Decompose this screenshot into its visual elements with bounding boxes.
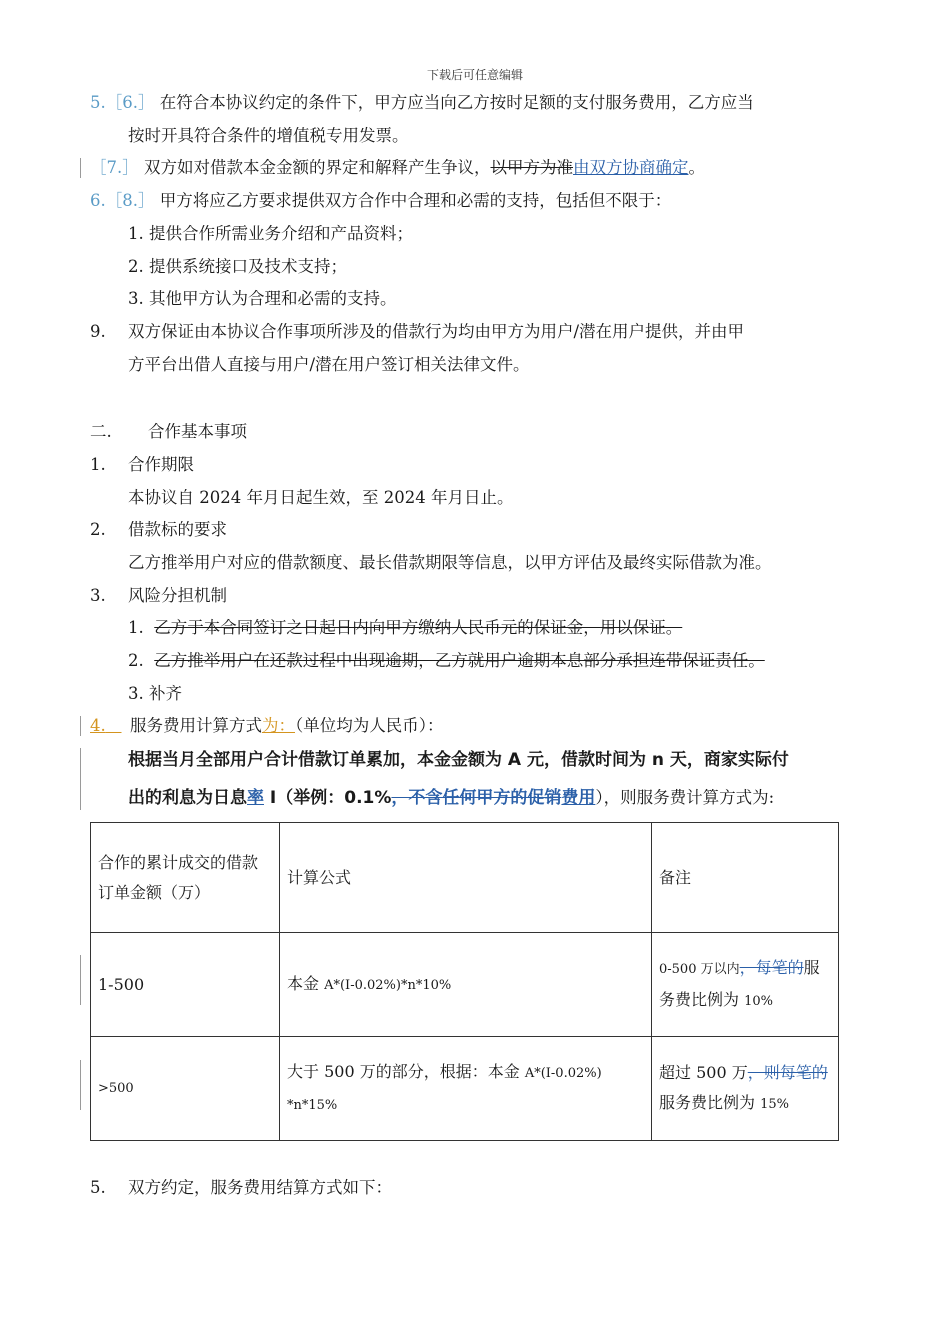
formula-cell bbox=[280, 933, 652, 1037]
note-text: 超过 500 万 bbox=[659, 1062, 748, 1082]
sub-number: 2. bbox=[128, 651, 144, 670]
change-bar bbox=[80, 955, 81, 1005]
deleted-text: 以甲方为准 bbox=[490, 158, 573, 177]
note-text: 0-500 万以内 bbox=[659, 961, 740, 977]
s4-title-text: 服务费用计算方式 bbox=[130, 716, 262, 735]
item-5-line2: 按时开具符合条件的增值税专用发票。 bbox=[128, 126, 409, 145]
item-6 bbox=[90, 189, 671, 213]
s4-tail: （单位均为人民币）： bbox=[295, 716, 444, 735]
inserted-text: 费用 bbox=[561, 788, 596, 808]
s3-num: 3. bbox=[90, 586, 106, 605]
deleted-text: 乙方推举用户在还款过程中出现逾期，乙方就用户逾期本息部分承担连带保证责任。 bbox=[154, 651, 765, 670]
table-row bbox=[91, 933, 839, 1037]
bold-text: I（举例：0.1% bbox=[264, 788, 392, 808]
page-header: 下载后可任意编辑 bbox=[426, 68, 523, 82]
item-text: 甲方将应乙方要求提供双方合作中合理和必需的支持，包括但不限于： bbox=[159, 191, 672, 210]
s4-title bbox=[130, 714, 444, 738]
inserted-text: 率 bbox=[247, 788, 264, 808]
amount-cell: 1-500 bbox=[91, 933, 280, 1037]
table-header-row bbox=[91, 823, 839, 933]
formula-expr: A*(I-0.02%)*n*10% bbox=[324, 977, 452, 993]
table-row bbox=[91, 1037, 839, 1141]
s2-text: 乙方推举用户对应的借款额度、最长借款期限等信息，以甲方评估及最终实际借款为准。 bbox=[128, 553, 772, 572]
deleted-text: ，每笔的 bbox=[739, 957, 804, 977]
item-7 bbox=[90, 156, 705, 180]
s5-num: 5. bbox=[90, 1178, 106, 1197]
inserted-text: 为： bbox=[262, 716, 295, 735]
s1-title: 合作期限 bbox=[128, 455, 194, 474]
header-cell: 合作的累计成交的借款订单金额（万） bbox=[91, 823, 280, 933]
formula-expr: A*(I-0.02%) bbox=[524, 1065, 602, 1081]
note-text: 服务费比例为 bbox=[659, 957, 820, 1009]
bold-text: 出的利息为日息 bbox=[128, 788, 247, 808]
sub-item-1: 1. 提供合作所需业务介绍和产品资料； bbox=[128, 224, 413, 243]
change-bar bbox=[80, 1060, 81, 1110]
note-text: 服务费比例为 bbox=[659, 1092, 761, 1112]
tail-text: ），则服务费计算方式为: bbox=[595, 788, 775, 807]
item-5 bbox=[90, 91, 754, 115]
section-number: 二. bbox=[90, 422, 112, 441]
formula-cell bbox=[280, 1037, 652, 1141]
s1-text: 本协议自 2024 年月日起生效，至 2024 年月日止。 bbox=[128, 488, 514, 507]
s4-num bbox=[90, 714, 122, 738]
formula-desc-line2 bbox=[128, 786, 774, 810]
s2-title: 借款标的要求 bbox=[128, 520, 227, 539]
item-9-line1: 双方保证由本协议合作事项所涉及的借款行为均由甲方为用户/潜在用户提供，并由甲 bbox=[128, 322, 745, 341]
formula-text: 本金 bbox=[287, 973, 325, 993]
s3-sub1 bbox=[128, 616, 682, 640]
sub-item-3: 3. 其他甲方认为合理和必需的支持。 bbox=[128, 289, 397, 308]
punct: 。 bbox=[688, 158, 705, 177]
change-bar bbox=[80, 748, 81, 810]
deleted-text: ，不含任何甲方的促销 bbox=[391, 788, 562, 808]
item-text: 在符合本协议约定的条件下，甲方应当向乙方按时足额的支付服务费用，乙方应当 bbox=[159, 93, 754, 112]
sub-item-2: 2. 提供系统接口及技术支持； bbox=[128, 257, 347, 276]
change-bar bbox=[80, 716, 81, 736]
formula-desc-line1: 根据当月全部用户合计借款订单累加，本金金额为 A 元，借款时间为 n 天，商家实际付 bbox=[128, 750, 789, 770]
deleted-text: ，则每笔的 bbox=[747, 1062, 828, 1082]
sub-number: 1. bbox=[128, 618, 144, 637]
section-title: 合作基本事项 bbox=[148, 422, 247, 441]
s5-text: 双方约定，服务费用结算方式如下： bbox=[128, 1178, 392, 1197]
item-number: 6.［8.］ bbox=[90, 191, 155, 210]
note-value: 10% bbox=[744, 993, 773, 1009]
s3-sub3: 3. 补齐 bbox=[128, 684, 182, 703]
note-cell bbox=[652, 1037, 839, 1141]
amount-cell: >500 bbox=[91, 1037, 280, 1141]
deleted-text: 乙方于本合同签订之日起日内向甲方缴纳人民币元的保证金，用以保证。 bbox=[154, 618, 683, 637]
s3-sub2 bbox=[128, 649, 765, 673]
item-number: 5.［6.］ bbox=[90, 93, 155, 112]
fee-table bbox=[90, 822, 839, 1141]
inserted-text: 由双方协商确定 bbox=[573, 158, 689, 177]
s3-title: 风险分担机制 bbox=[128, 586, 227, 605]
note-value: 15% bbox=[760, 1096, 789, 1112]
formula-expr: *n*15% bbox=[287, 1097, 338, 1113]
item-9-num: 9. bbox=[90, 322, 106, 341]
change-bar bbox=[80, 158, 81, 178]
item-9-line2: 方平台出借人直接与用户/潜在用户签订相关法律文件。 bbox=[128, 355, 530, 374]
formula-text: 大于 500 万的部分，根据：本金 bbox=[287, 1061, 525, 1081]
item-text: 双方如对借款本金金额的界定和解释产生争议， bbox=[144, 158, 491, 177]
s2-num: 2. bbox=[90, 520, 106, 539]
inserted-number: 4. bbox=[90, 716, 106, 735]
item-number: ［7.］ bbox=[90, 158, 139, 177]
s1-num: 1. bbox=[90, 455, 106, 474]
header-cell: 备注 bbox=[652, 823, 839, 933]
header-cell: 计算公式 bbox=[280, 823, 652, 933]
note-cell bbox=[652, 933, 839, 1037]
